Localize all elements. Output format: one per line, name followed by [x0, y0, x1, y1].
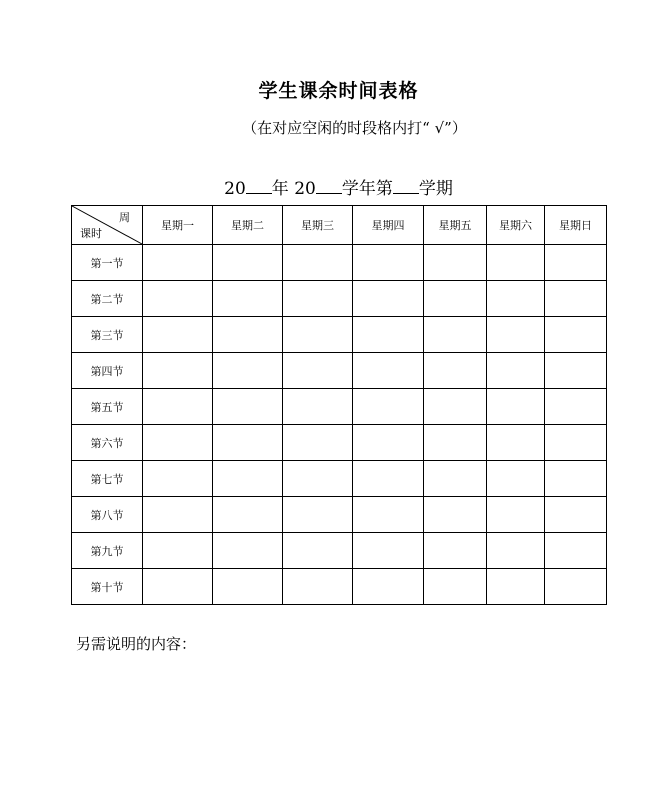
period-label: 第六节 — [72, 425, 143, 461]
period-label: 第四节 — [72, 353, 143, 389]
availability-cell[interactable] — [283, 461, 353, 497]
availability-cell[interactable] — [143, 389, 213, 425]
availability-cell[interactable] — [487, 425, 545, 461]
availability-cell[interactable] — [353, 281, 424, 317]
availability-cell[interactable] — [487, 281, 545, 317]
period-label: 第一节 — [72, 245, 143, 281]
availability-cell[interactable] — [545, 353, 607, 389]
availability-cell[interactable] — [143, 317, 213, 353]
availability-cell[interactable] — [424, 317, 487, 353]
availability-cell[interactable] — [283, 281, 353, 317]
availability-cell[interactable] — [424, 353, 487, 389]
availability-cell[interactable] — [283, 353, 353, 389]
availability-cell[interactable] — [213, 533, 283, 569]
term-prefix-2: 20 — [294, 179, 316, 199]
availability-cell[interactable] — [143, 353, 213, 389]
day-header: 星期四 — [353, 206, 424, 245]
availability-cell[interactable] — [283, 569, 353, 605]
day-header: 星期三 — [283, 206, 353, 245]
table-header-row — [72, 206, 607, 245]
corner-period-label: 课时 — [80, 227, 102, 240]
availability-cell[interactable] — [487, 461, 545, 497]
corner-header-cell — [72, 206, 143, 245]
availability-cell[interactable] — [143, 461, 213, 497]
term-line — [0, 174, 655, 199]
term-year-char: 年 — [271, 179, 289, 199]
availability-cell[interactable] — [545, 245, 607, 281]
availability-cell[interactable] — [424, 461, 487, 497]
term-semester: 学期 — [418, 179, 453, 199]
availability-cell[interactable] — [424, 533, 487, 569]
availability-cell[interactable] — [487, 497, 545, 533]
table-row — [72, 245, 607, 281]
availability-cell[interactable] — [487, 569, 545, 605]
availability-cell[interactable] — [143, 245, 213, 281]
availability-cell[interactable] — [283, 425, 353, 461]
table-row — [72, 425, 607, 461]
availability-cell[interactable] — [353, 353, 424, 389]
table-row — [72, 533, 607, 569]
availability-cell[interactable] — [283, 245, 353, 281]
availability-cell[interactable] — [353, 533, 424, 569]
availability-cell[interactable] — [283, 533, 353, 569]
page-title: 学生课余时间表格 — [258, 80, 419, 102]
availability-cell[interactable] — [143, 533, 213, 569]
period-label: 第九节 — [72, 533, 143, 569]
schedule-table — [71, 205, 607, 605]
instruction-subtitle: （在对应空闲的时段格内打“ √”） — [242, 119, 467, 137]
table-row — [72, 461, 607, 497]
availability-cell[interactable] — [487, 353, 545, 389]
availability-cell[interactable] — [283, 497, 353, 533]
availability-cell[interactable] — [424, 245, 487, 281]
availability-cell[interactable] — [283, 389, 353, 425]
availability-cell[interactable] — [213, 317, 283, 353]
day-header: 星期五 — [424, 206, 487, 245]
availability-cell[interactable] — [424, 389, 487, 425]
period-label: 第七节 — [72, 461, 143, 497]
availability-cell[interactable] — [213, 497, 283, 533]
availability-cell[interactable] — [545, 281, 607, 317]
availability-cell[interactable] — [213, 353, 283, 389]
table-row — [72, 569, 607, 605]
availability-cell[interactable] — [143, 569, 213, 605]
period-label: 第五节 — [72, 389, 143, 425]
table-row — [72, 389, 607, 425]
availability-cell[interactable] — [545, 425, 607, 461]
availability-cell[interactable] — [283, 317, 353, 353]
availability-cell[interactable] — [353, 461, 424, 497]
availability-cell[interactable] — [143, 497, 213, 533]
availability-cell[interactable] — [424, 497, 487, 533]
availability-cell[interactable] — [213, 425, 283, 461]
term-prefix-1: 20 — [224, 179, 246, 199]
table-row — [72, 281, 607, 317]
availability-cell[interactable] — [424, 569, 487, 605]
availability-cell[interactable] — [545, 317, 607, 353]
availability-cell[interactable] — [213, 245, 283, 281]
availability-cell[interactable] — [353, 497, 424, 533]
year-blank-2[interactable] — [316, 179, 342, 194]
availability-cell[interactable] — [545, 389, 607, 425]
availability-cell[interactable] — [143, 425, 213, 461]
availability-cell[interactable] — [424, 425, 487, 461]
availability-cell[interactable] — [545, 461, 607, 497]
availability-cell[interactable] — [213, 461, 283, 497]
availability-cell[interactable] — [487, 317, 545, 353]
availability-cell[interactable] — [545, 569, 607, 605]
availability-cell[interactable] — [353, 425, 424, 461]
day-header: 星期六 — [487, 206, 545, 245]
table-row — [72, 497, 607, 533]
availability-cell[interactable] — [487, 245, 545, 281]
availability-cell[interactable] — [213, 569, 283, 605]
table-row — [72, 317, 607, 353]
availability-cell[interactable] — [213, 389, 283, 425]
term-school-year: 学年第 — [341, 179, 393, 199]
day-header: 星期日 — [545, 206, 607, 245]
availability-cell[interactable] — [353, 245, 424, 281]
availability-cell[interactable] — [487, 533, 545, 569]
period-label: 第三节 — [72, 317, 143, 353]
year-blank-1[interactable] — [246, 179, 272, 194]
corner-week-label: 周 — [119, 211, 130, 224]
extra-notes-label: 另需说明的内容： — [76, 635, 197, 653]
availability-cell[interactable] — [487, 389, 545, 425]
day-header: 星期二 — [213, 206, 283, 245]
table-row — [72, 353, 607, 389]
period-label: 第二节 — [72, 281, 143, 317]
day-header: 星期一 — [143, 206, 213, 245]
period-label: 第十节 — [72, 569, 143, 605]
availability-cell[interactable] — [143, 281, 213, 317]
availability-cell[interactable] — [353, 389, 424, 425]
availability-cell[interactable] — [213, 281, 283, 317]
availability-cell[interactable] — [545, 533, 607, 569]
availability-cell[interactable] — [353, 569, 424, 605]
semester-blank[interactable] — [393, 179, 419, 194]
availability-cell[interactable] — [353, 317, 424, 353]
availability-cell[interactable] — [545, 497, 607, 533]
availability-cell[interactable] — [424, 281, 487, 317]
period-label: 第八节 — [72, 497, 143, 533]
